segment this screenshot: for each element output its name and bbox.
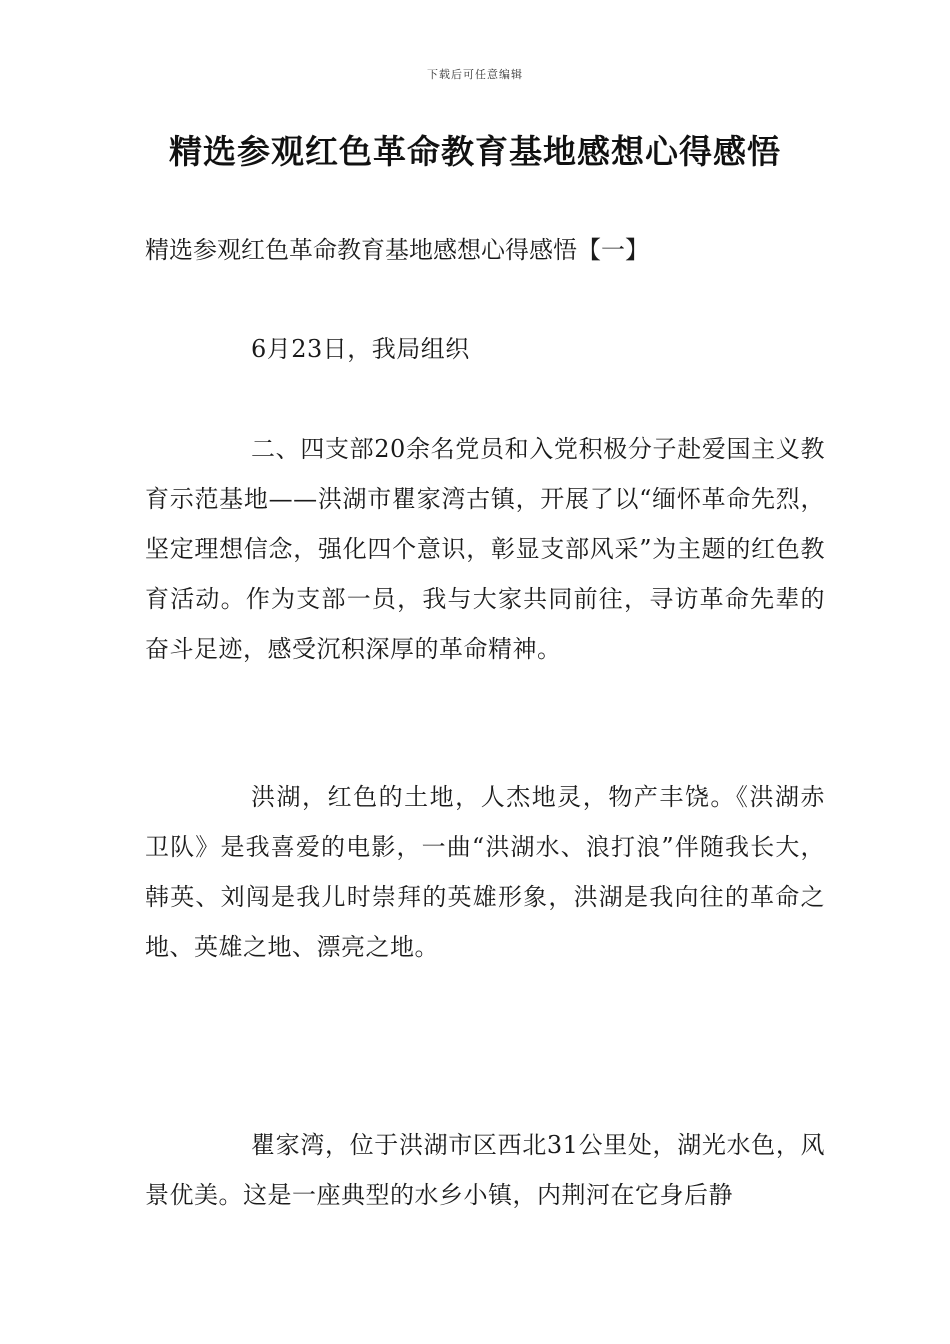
document-title: 精选参观红色革命教育基地感想心得感悟 — [169, 132, 781, 171]
paragraph-4: 瞿家湾，位于洪湖市区西北31公里处，湖光水色，风景优美。这是一座典型的水乡小镇，内荆河在它身后静 — [145, 1131, 825, 1209]
paragraph-3: 洪湖，红色的土地，人杰地灵，物产丰饶。《洪湖赤卫队》是我喜爱的电影，一曲“洪湖水、浪打浪”伴随我长大，韩英、刘闯是我儿时崇拜的英雄形象，洪湖是我向往的革命之地、英雄之地、漂亮之地。 — [145, 783, 825, 961]
header-note: 下载后可任意编辑 — [427, 68, 523, 81]
section-heading: 精选参观红色革命教育基地感想心得感悟【一】 — [145, 236, 649, 264]
paragraph-1: 6月23日，我局组织 — [251, 335, 470, 363]
paragraph-2: 二、四支部20余名党员和入党积极分子赴爱国主义教育示范基地——洪湖市瞿家湾古镇，开展了以“缅怀革命先烈，坚定理想信念，强化四个意识，彰显支部风采”为主题的红色教育活动。作为支部一员，我与大家共同前往，寻访革命先辈的奋斗足迹，感受沉积深厚的革命精神。 — [145, 435, 825, 663]
